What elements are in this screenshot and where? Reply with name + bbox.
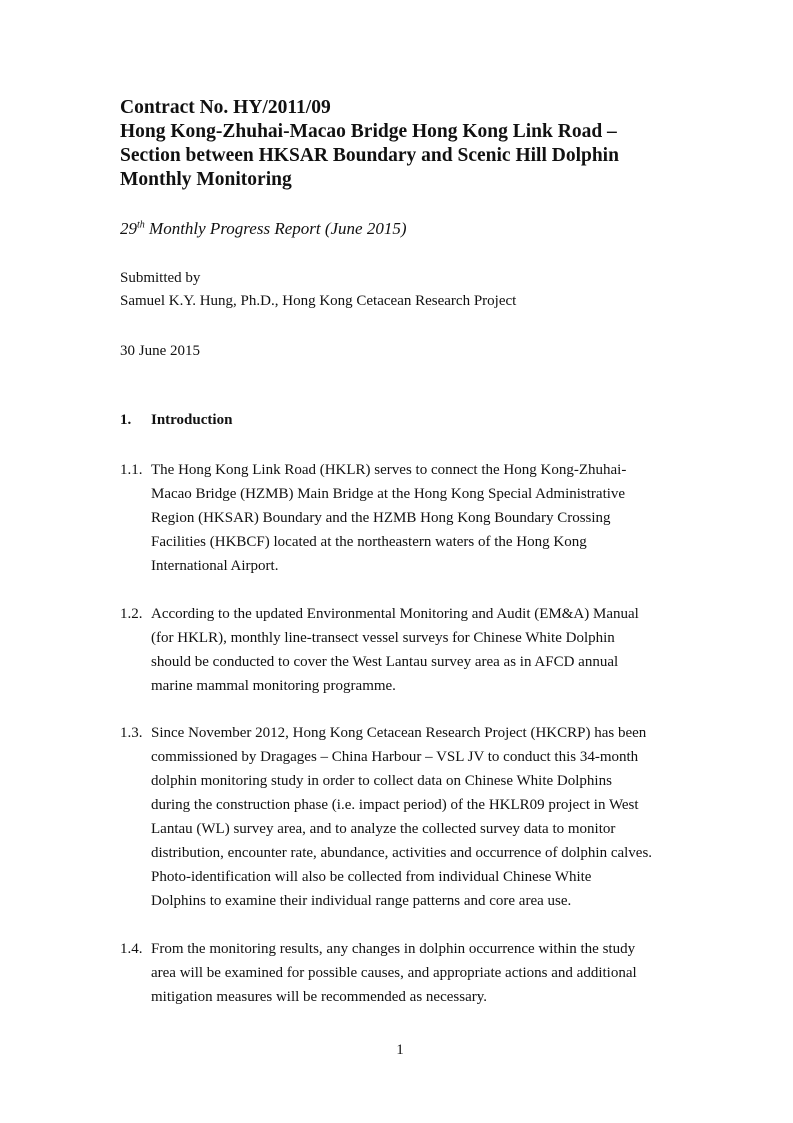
title-line: Contract No. HY/2011/09 bbox=[120, 97, 331, 118]
paragraph-line: Macao Bridge (HZMB) Main Bridge at the Hong Kong Special Administrative bbox=[151, 486, 626, 502]
paragraph-line: should be conducted to cover the West Lantau survey area as in AFCD annual bbox=[151, 654, 619, 670]
paragraph-line: commissioned by Dragages – China Harbour – VSL JV to conduct this 34-month bbox=[151, 749, 639, 765]
paragraph-line: area will be examined for possible causes, and appropriate actions and additional bbox=[151, 965, 637, 981]
paragraph-text bbox=[151, 602, 680, 698]
section-title: Introduction bbox=[151, 412, 233, 428]
paragraph-text bbox=[151, 458, 680, 578]
report-date: 30 June 2015 bbox=[120, 343, 200, 359]
paragraph-number: 1.4. bbox=[120, 941, 143, 957]
paragraph-1-1 bbox=[120, 458, 680, 578]
paragraph-line: during the construction phase (i.e. impact period) of the HKLR09 project in West bbox=[151, 797, 639, 813]
paragraph-line: Dolphins to examine their individual range patterns and core area use. bbox=[151, 893, 572, 909]
paragraph-line: mitigation measures will be recommended as necessary. bbox=[151, 989, 487, 1005]
submitted-label: Submitted by bbox=[120, 270, 201, 286]
paragraph-number: 1.1. bbox=[120, 462, 143, 478]
paragraph-1-4 bbox=[120, 937, 680, 1009]
title-line: Monthly Monitoring bbox=[120, 169, 292, 190]
paragraph-line: distribution, encounter rate, abundance, activities and occurrence of dolphin calves. bbox=[151, 845, 653, 861]
title-line: Hong Kong-Zhuhai-Macao Bridge Hong Kong Link Road – bbox=[120, 121, 617, 142]
section-number: 1. bbox=[120, 412, 132, 428]
report-subtitle-text: Monthly Progress Report (June 2015) bbox=[144, 219, 407, 238]
paragraph-text bbox=[151, 721, 680, 913]
section-heading bbox=[120, 410, 232, 430]
paragraph-line: International Airport. bbox=[151, 558, 279, 574]
page-number: 1 bbox=[396, 1042, 404, 1058]
paragraph-line: Lantau (WL) survey area, and to analyze the collected survey data to monitor bbox=[151, 821, 616, 837]
submission-block bbox=[120, 267, 516, 313]
paragraph-1-3 bbox=[120, 721, 680, 913]
paragraph-number: 1.3. bbox=[120, 725, 143, 741]
paragraph-line: The Hong Kong Link Road (HKLR) serves to connect the Hong Kong-Zhuhai- bbox=[151, 462, 627, 478]
paragraph-1-2 bbox=[120, 602, 680, 698]
paragraph-line: marine mammal monitoring programme. bbox=[151, 678, 396, 694]
document-title bbox=[120, 96, 720, 192]
paragraph-number: 1.2. bbox=[120, 606, 143, 622]
paragraph-line: Photo-identification will also be collected from individual Chinese White bbox=[151, 869, 592, 885]
paragraph-line: Facilities (HKBCF) located at the northeastern waters of the Hong Kong bbox=[151, 534, 587, 550]
report-number-suffix: th bbox=[137, 219, 145, 231]
title-line: Section between HKSAR Boundary and Scenic Hill Dolphin bbox=[120, 145, 619, 166]
paragraph-line: According to the updated Environmental Monitoring and Audit (EM&A) Manual bbox=[151, 606, 639, 622]
paragraph-line: From the monitoring results, any changes in dolphin occurrence within the study bbox=[151, 941, 636, 957]
paragraph-line: Since November 2012, Hong Kong Cetacean Research Project (HKCRP) has been bbox=[151, 725, 647, 741]
report-subtitle bbox=[120, 218, 407, 240]
paragraph-line: (for HKLR), monthly line-transect vessel surveys for Chinese White Dolphin bbox=[151, 630, 615, 646]
paragraph-line: dolphin monitoring study in order to collect data on Chinese White Dolphins bbox=[151, 773, 612, 789]
author-line: Samuel K.Y. Hung, Ph.D., Hong Kong Cetacean Research Project bbox=[120, 293, 517, 309]
paragraph-text bbox=[151, 937, 680, 1009]
paragraph-line: Region (HKSAR) Boundary and the HZMB Hong Kong Boundary Crossing bbox=[151, 510, 611, 526]
report-number: 29 bbox=[120, 219, 137, 238]
